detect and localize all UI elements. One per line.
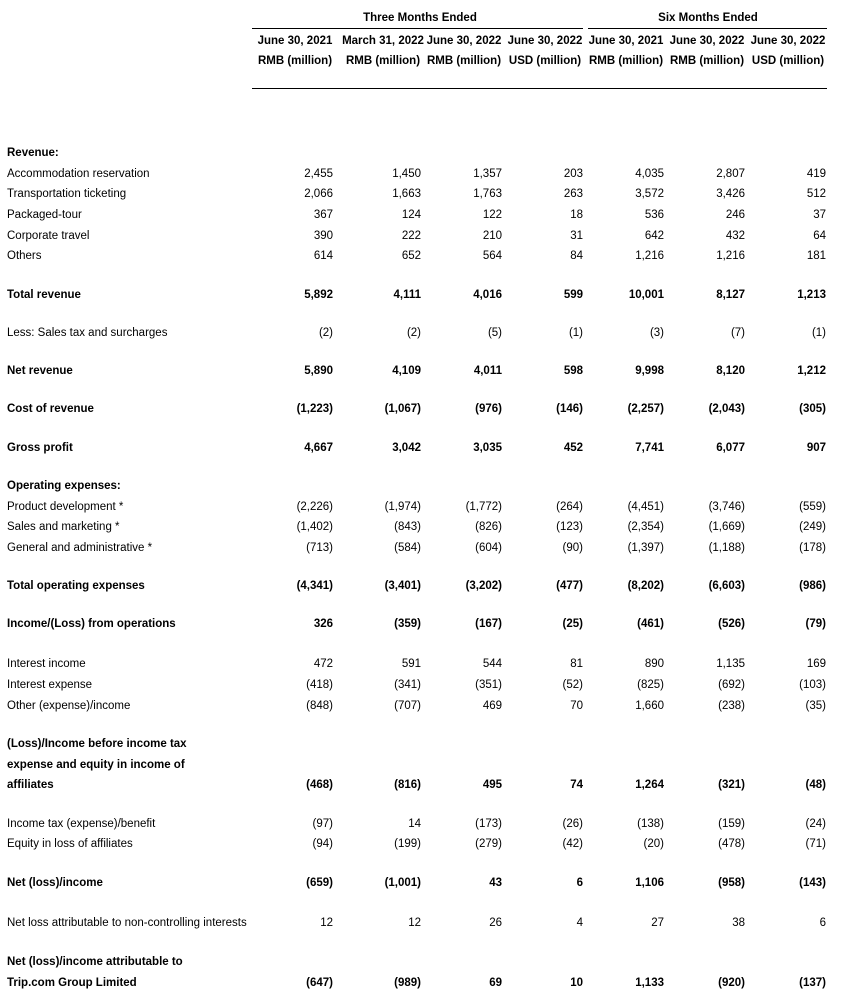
row-value: (843) xyxy=(394,521,421,533)
table-row xyxy=(0,538,850,558)
table-row xyxy=(0,285,850,305)
row-value: (2,226) xyxy=(296,501,333,513)
table-row xyxy=(0,246,850,266)
table-row xyxy=(0,973,850,993)
row-value: 4,016 xyxy=(473,289,502,301)
row-label: Income/(Loss) from operations xyxy=(7,618,176,630)
row-value: 326 xyxy=(313,618,333,630)
row-value: 263 xyxy=(563,188,583,200)
row-label: Others xyxy=(7,250,42,262)
column-header-unit: RMB (million) xyxy=(345,55,421,67)
row-value: (7) xyxy=(730,327,745,339)
row-value: (1) xyxy=(811,327,826,339)
row-value: 14 xyxy=(408,818,421,830)
table-row xyxy=(0,814,850,834)
row-value: (461) xyxy=(637,618,664,630)
row-value: (178) xyxy=(799,542,826,554)
header-three-months: Three Months Ended xyxy=(363,12,477,24)
table-row xyxy=(0,497,850,517)
row-value: (989) xyxy=(394,977,421,989)
row-value: (3,401) xyxy=(384,580,421,592)
row-label: Interest income xyxy=(7,658,86,670)
section-operating-expenses: Operating expenses: xyxy=(7,480,121,492)
row-value: 8,127 xyxy=(716,289,745,301)
row-value: (2,257) xyxy=(627,403,664,415)
row-value: 4 xyxy=(576,917,583,929)
row-value: 452 xyxy=(563,442,583,454)
table-row xyxy=(0,576,850,596)
row-value: 37 xyxy=(813,209,826,221)
row-value: 591 xyxy=(401,658,421,670)
row-value: 222 xyxy=(401,230,421,242)
row-value: 4,109 xyxy=(392,365,421,377)
row-value: 598 xyxy=(563,365,583,377)
row-value: 1,357 xyxy=(473,168,502,180)
row-value: 84 xyxy=(570,250,583,262)
row-label: affiliates xyxy=(7,779,54,791)
row-value: 10 xyxy=(570,977,583,989)
row-value: (2,354) xyxy=(627,521,664,533)
row-value: (958) xyxy=(718,877,745,889)
row-value: 81 xyxy=(570,658,583,670)
row-label: Accommodation reservation xyxy=(7,168,150,180)
row-value: 599 xyxy=(563,289,583,301)
row-value: (1,402) xyxy=(296,521,333,533)
row-value: (976) xyxy=(475,403,502,415)
row-value: (24) xyxy=(805,818,826,830)
row-label: Cost of revenue xyxy=(7,403,94,415)
header-six-months: Six Months Ended xyxy=(658,12,758,24)
table-row xyxy=(0,226,850,246)
row-value: (2,043) xyxy=(708,403,745,415)
row-value: 210 xyxy=(482,230,502,242)
row-value: 536 xyxy=(644,209,664,221)
row-value: 907 xyxy=(806,442,826,454)
row-value: 564 xyxy=(482,250,502,262)
row-value: 6 xyxy=(576,877,583,889)
row-value: 4,011 xyxy=(473,365,502,377)
column-header-date: June 30, 2021 xyxy=(257,35,333,47)
row-label: Total revenue xyxy=(7,289,81,301)
row-value: (707) xyxy=(394,700,421,712)
row-value: (5) xyxy=(487,327,502,339)
row-value: (816) xyxy=(394,779,421,791)
row-value: (341) xyxy=(394,679,421,691)
column-header-unit: RMB (million) xyxy=(588,55,664,67)
row-label: General and administrative * xyxy=(7,542,153,554)
row-value: (249) xyxy=(799,521,826,533)
column-header-date: June 30, 2022 xyxy=(669,35,745,47)
column-header-date: June 30, 2022 xyxy=(426,35,502,47)
row-value: (25) xyxy=(562,618,583,630)
row-value: 614 xyxy=(313,250,333,262)
row-value: 4,111 xyxy=(393,289,421,301)
row-value: 7,741 xyxy=(635,442,664,454)
row-value: (35) xyxy=(805,700,826,712)
row-value: (825) xyxy=(637,679,664,691)
row-value: 390 xyxy=(313,230,333,242)
row-value: 367 xyxy=(313,209,333,221)
row-value: 432 xyxy=(725,230,745,242)
row-label: Total operating expenses xyxy=(7,580,145,592)
row-label: Interest expense xyxy=(7,679,93,691)
row-value: (1,772) xyxy=(465,501,502,513)
row-value: (418) xyxy=(306,679,333,691)
table-row xyxy=(0,517,850,537)
column-header-unit: USD (million) xyxy=(508,55,582,67)
row-value: 3,426 xyxy=(716,188,745,200)
table-row xyxy=(0,438,850,458)
row-value: 6 xyxy=(819,917,826,929)
section-pretax-line1: (Loss)/Income before income tax xyxy=(7,738,187,750)
row-value: (90) xyxy=(562,542,583,554)
row-label: Other (expense)/income xyxy=(7,700,131,712)
table-row xyxy=(0,654,850,674)
row-label: Corporate travel xyxy=(7,230,90,242)
row-value: (97) xyxy=(312,818,333,830)
row-value: 512 xyxy=(806,188,826,200)
row-value: 1,660 xyxy=(635,700,664,712)
row-value: 652 xyxy=(401,250,421,262)
row-value: 4,667 xyxy=(304,442,333,454)
section-attributable-line1: Net (loss)/income attributable to xyxy=(7,956,183,968)
row-value: (173) xyxy=(475,818,502,830)
row-value: 169 xyxy=(806,658,826,670)
row-value: (52) xyxy=(562,679,583,691)
row-value: (1,223) xyxy=(296,403,333,415)
row-value: (4,341) xyxy=(296,580,333,592)
table-row xyxy=(0,184,850,204)
row-value: (359) xyxy=(394,618,421,630)
column-header-unit: RMB (million) xyxy=(669,55,745,67)
row-value: 1,264 xyxy=(635,779,664,791)
row-value: (1,974) xyxy=(384,501,421,513)
row-value: 4,035 xyxy=(635,168,664,180)
row-value: 469 xyxy=(482,700,502,712)
row-label: Trip.com Group Limited xyxy=(7,977,137,989)
row-value: (26) xyxy=(562,818,583,830)
row-value: 1,133 xyxy=(635,977,664,989)
row-value: 472 xyxy=(313,658,333,670)
row-value: (468) xyxy=(306,779,333,791)
row-value: (1,188) xyxy=(708,542,745,554)
row-value: 69 xyxy=(489,977,502,989)
row-value: 419 xyxy=(806,168,826,180)
table-row xyxy=(0,399,850,419)
row-value: (1,001) xyxy=(384,877,421,889)
row-value: (264) xyxy=(556,501,583,513)
row-value: (2) xyxy=(318,327,333,339)
column-header-unit: RMB (million) xyxy=(426,55,502,67)
row-value: 9,998 xyxy=(635,365,664,377)
row-value: (692) xyxy=(718,679,745,691)
row-value: 43 xyxy=(489,877,502,889)
column-header-date: March 31, 2022 xyxy=(342,35,424,47)
row-value: (167) xyxy=(475,618,502,630)
row-value: (559) xyxy=(799,501,826,513)
table-row xyxy=(0,361,850,381)
row-value: (4,451) xyxy=(627,501,664,513)
row-label: Net (loss)/income xyxy=(7,877,103,889)
table-row xyxy=(0,164,850,184)
row-value: 1,106 xyxy=(635,877,664,889)
row-value: 1,450 xyxy=(392,168,421,180)
row-value: (2) xyxy=(406,327,421,339)
row-value: 6,077 xyxy=(716,442,745,454)
row-value: (3,202) xyxy=(465,580,502,592)
row-value: (848) xyxy=(306,700,333,712)
row-label: Gross profit xyxy=(7,442,73,454)
row-value: (305) xyxy=(799,403,826,415)
row-value: (1,067) xyxy=(384,403,421,415)
row-value: (143) xyxy=(799,877,826,889)
row-value: (647) xyxy=(306,977,333,989)
row-label: Sales and marketing * xyxy=(7,521,120,533)
row-label: Income tax (expense)/benefit xyxy=(7,818,156,830)
row-value: 27 xyxy=(651,917,664,929)
row-value: (826) xyxy=(475,521,502,533)
row-value: (94) xyxy=(312,838,333,850)
row-value: (159) xyxy=(718,818,745,830)
row-label: Transportation ticketing xyxy=(7,188,127,200)
column-header-unit: USD (million) xyxy=(751,55,825,67)
row-value: (713) xyxy=(306,542,333,554)
row-value: 1,213 xyxy=(797,289,826,301)
row-value: (71) xyxy=(805,838,826,850)
column-header-date: June 30, 2022 xyxy=(750,35,826,47)
row-value: (48) xyxy=(805,779,826,791)
row-value: 10,001 xyxy=(628,289,664,301)
row-value: 1,212 xyxy=(797,365,826,377)
row-label: Equity in loss of affiliates xyxy=(7,838,133,850)
row-value: (79) xyxy=(805,618,826,630)
row-value: (3) xyxy=(649,327,664,339)
row-value: 122 xyxy=(482,209,502,221)
row-value: (146) xyxy=(556,403,583,415)
row-value: 70 xyxy=(570,700,583,712)
table-row xyxy=(0,675,850,695)
row-label: Packaged-tour xyxy=(7,209,82,221)
row-value: 31 xyxy=(570,230,583,242)
row-value: (42) xyxy=(562,838,583,850)
row-value: (3,746) xyxy=(708,501,745,513)
row-value: 890 xyxy=(644,658,664,670)
header-rule-three xyxy=(252,28,583,29)
row-value: 246 xyxy=(725,209,745,221)
row-value: (659) xyxy=(306,877,333,889)
row-value: (103) xyxy=(799,679,826,691)
row-value: (138) xyxy=(637,818,664,830)
header-bottom-rule xyxy=(252,88,827,89)
table-row xyxy=(0,913,850,933)
row-value: (604) xyxy=(475,542,502,554)
table-row xyxy=(0,205,850,225)
row-value: 12 xyxy=(408,917,421,929)
row-value: 642 xyxy=(644,230,664,242)
row-value: 64 xyxy=(813,230,826,242)
row-label: Net revenue xyxy=(7,365,73,377)
row-value: 495 xyxy=(482,779,502,791)
row-value: 1,216 xyxy=(635,250,664,262)
row-value: (477) xyxy=(556,580,583,592)
row-value: (238) xyxy=(718,700,745,712)
row-value: 2,807 xyxy=(716,168,745,180)
row-value: (8,202) xyxy=(627,580,664,592)
row-value: 12 xyxy=(320,917,333,929)
row-value: (920) xyxy=(718,977,745,989)
section-revenue: Revenue: xyxy=(7,147,59,159)
row-value: 544 xyxy=(482,658,502,670)
header-rule-six xyxy=(588,28,827,29)
row-value: (1) xyxy=(568,327,583,339)
row-value: 74 xyxy=(570,779,583,791)
row-value: 3,035 xyxy=(473,442,502,454)
row-value: 1,663 xyxy=(392,188,421,200)
row-value: 1,763 xyxy=(473,188,502,200)
column-header-unit: RMB (million) xyxy=(257,55,333,67)
row-value: 3,572 xyxy=(635,188,664,200)
row-value: (199) xyxy=(394,838,421,850)
row-value: (526) xyxy=(718,618,745,630)
row-value: 2,066 xyxy=(304,188,333,200)
row-value: (986) xyxy=(799,580,826,592)
row-label: Less: Sales tax and surcharges xyxy=(7,327,168,339)
section-pretax-line2: expense and equity in income of xyxy=(7,759,185,771)
row-value: (1,669) xyxy=(708,521,745,533)
row-value: 8,120 xyxy=(716,365,745,377)
row-value: 1,135 xyxy=(716,658,745,670)
row-value: 3,042 xyxy=(392,442,421,454)
row-value: 1,216 xyxy=(716,250,745,262)
row-value: (20) xyxy=(643,838,664,850)
row-label: Product development * xyxy=(7,501,124,513)
row-value: 26 xyxy=(489,917,502,929)
row-value: 203 xyxy=(563,168,583,180)
table-row xyxy=(0,323,850,343)
column-header-date: June 30, 2022 xyxy=(507,35,583,47)
row-value: 2,455 xyxy=(304,168,333,180)
table-row xyxy=(0,775,850,795)
table-row xyxy=(0,834,850,854)
row-label: Net loss attributable to non-controlling interests xyxy=(7,917,247,929)
row-value: 38 xyxy=(732,917,745,929)
row-value: 18 xyxy=(570,209,583,221)
row-value: (6,603) xyxy=(708,580,745,592)
row-value: (584) xyxy=(394,542,421,554)
row-value: (123) xyxy=(556,521,583,533)
row-value: (1,397) xyxy=(627,542,664,554)
table-row xyxy=(0,614,850,634)
row-value: 124 xyxy=(401,209,421,221)
row-value: (137) xyxy=(799,977,826,989)
row-value: (321) xyxy=(718,779,745,791)
column-header-date: June 30, 2021 xyxy=(588,35,664,47)
row-value: 5,890 xyxy=(304,365,333,377)
row-value: (351) xyxy=(475,679,502,691)
row-value: (478) xyxy=(718,838,745,850)
row-value: 181 xyxy=(806,250,826,262)
table-row xyxy=(0,873,850,893)
row-value: 5,892 xyxy=(304,289,333,301)
row-value: (279) xyxy=(475,838,502,850)
table-row xyxy=(0,696,850,716)
